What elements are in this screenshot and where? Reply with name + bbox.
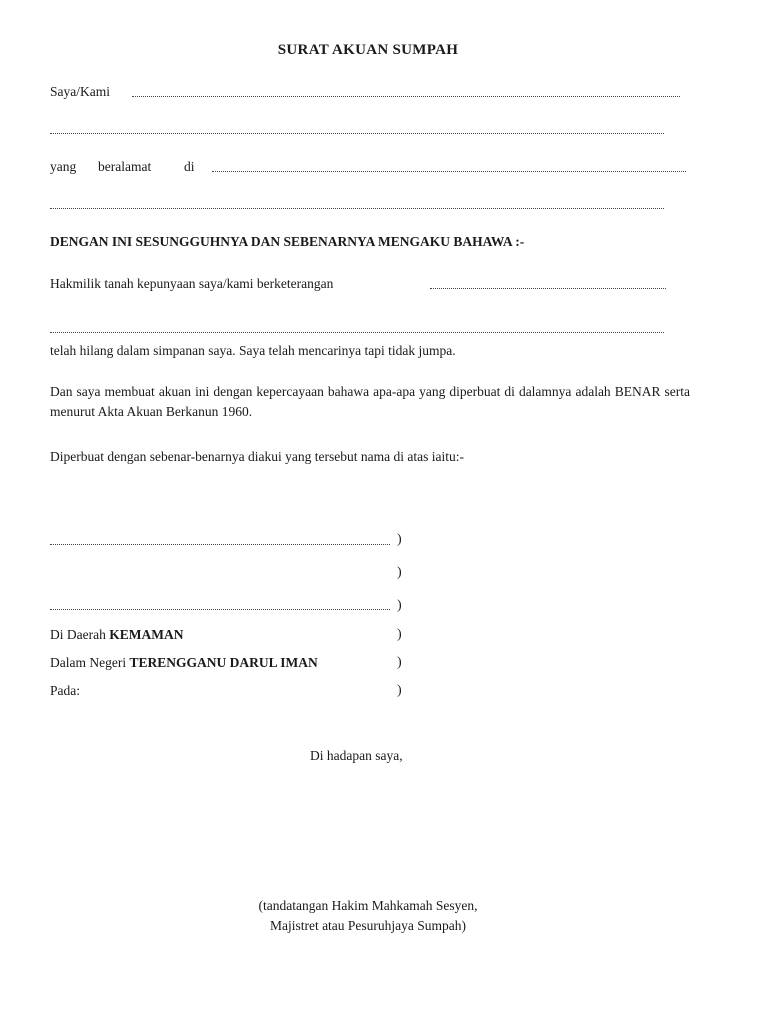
land-title-field-line: [430, 288, 666, 289]
bracket-6: ): [397, 683, 402, 698]
state-row: [50, 655, 318, 671]
state-value: TERENGGANU DARUL IMAN: [129, 655, 318, 670]
bracket-2: ): [397, 565, 402, 580]
address-label-yang: yang: [50, 159, 77, 174]
state-label: Dalam Negeri: [50, 655, 127, 670]
signature-caption-line-2: Majistret atau Pesuruhjaya Sumpah): [269, 918, 467, 933]
made-statement: Diperbuat dengan sebenar-benarnya diakui yang tersebut nama di atas iaitu:-: [50, 449, 464, 464]
before-me-text: Di hadapan saya,: [310, 748, 403, 763]
bracket-1: ): [397, 532, 402, 547]
address-label-beralamat: beralamat: [98, 159, 152, 174]
district-value: KEMAMAN: [109, 627, 184, 642]
name-field-line-2: [50, 133, 664, 134]
date-label: Pada:: [50, 683, 80, 698]
declaration-heading: DENGAN INI SESUNGGUHNYA DAN SEBENARNYA MENGAKU BAHAWA :-: [50, 234, 525, 249]
bracket-5: ): [397, 655, 402, 670]
address-field-line: [212, 171, 686, 172]
declarant-signature-line: [50, 544, 390, 545]
document-title: SURAT AKUAN SUMPAH: [277, 42, 459, 58]
declarant-name-line: [50, 609, 390, 610]
district-row: [50, 627, 183, 643]
signature-caption-line-1: (tandatangan Hakim Mahkamah Sesyen,: [258, 898, 478, 913]
belief-statement: Dan saya membuat akuan ini dengan kepercayaan bahawa apa-apa yang diperbuat di dalamnya adalah BENAR serta menurut Akta Akuan Berkanun 1960.: [50, 384, 690, 419]
address-label-di: di: [184, 159, 195, 174]
address-field-line-2: [50, 208, 664, 209]
name-label: Saya/Kami: [50, 84, 110, 99]
bracket-4: ): [397, 627, 402, 642]
name-field-line: [132, 96, 680, 97]
bracket-3: ): [397, 598, 402, 613]
lost-statement: telah hilang dalam simpanan saya. Saya telah mencarinya tapi tidak jumpa.: [50, 343, 456, 358]
land-title-label: Hakmilik tanah kepunyaan saya/kami berketerangan: [50, 276, 334, 291]
land-title-field-line-2: [50, 332, 664, 333]
district-label: Di Daerah: [50, 627, 106, 642]
